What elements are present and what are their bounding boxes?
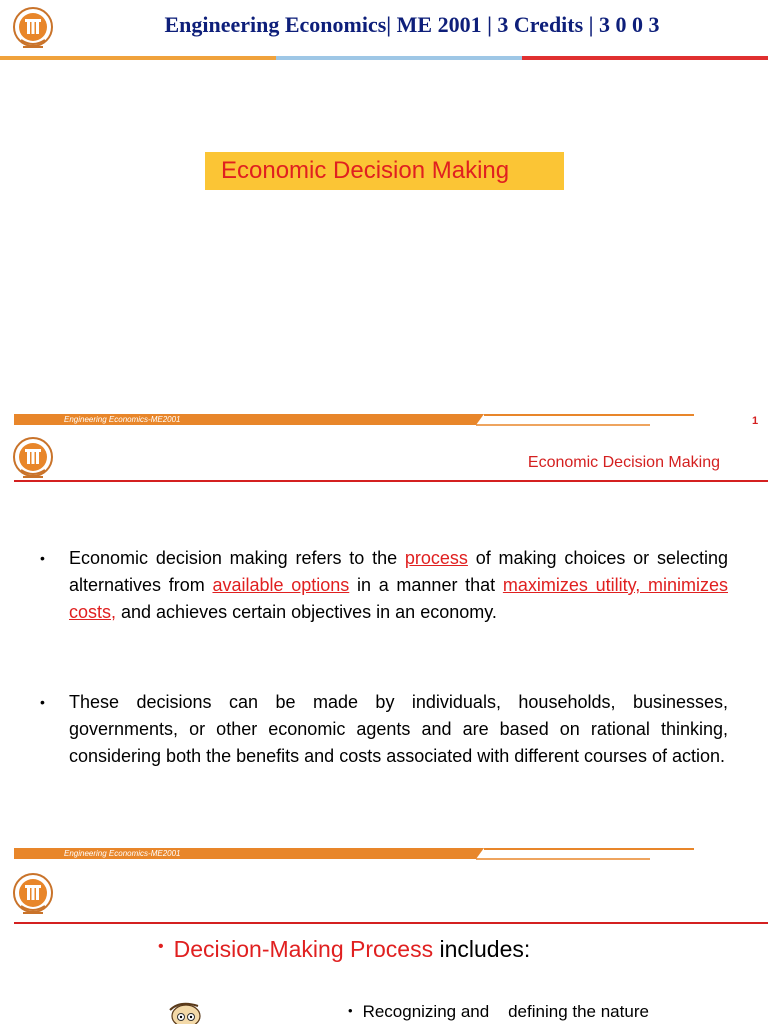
bullet-icon: • xyxy=(40,550,45,566)
slide-heading: • Decision-Making Process includes: xyxy=(158,936,531,962)
university-logo-icon xyxy=(10,872,56,918)
slide-2 xyxy=(0,432,768,864)
section-title: Economic Decision Making xyxy=(527,454,720,471)
footer-strip xyxy=(14,848,694,862)
bullet-icon: • xyxy=(40,694,45,710)
university-logo-icon xyxy=(10,6,56,52)
header-rule xyxy=(14,922,768,924)
university-logo-icon xyxy=(10,436,56,482)
bullet-text: Economic decision making refers to the process of making choices or selecting alternatives from available options in a manner that maximizes utility, minimizes costs, and achieves certain objectives in an economy. xyxy=(69,548,728,622)
footer-strip xyxy=(14,414,694,428)
bullet-icon: • xyxy=(158,938,164,955)
footer-label: Engineering Economics-ME2001 xyxy=(64,849,181,858)
highlight-available-options: available options xyxy=(212,575,350,595)
header-stripe-orange xyxy=(0,56,276,60)
page-number: 1 xyxy=(752,415,759,427)
slide-title: Economic Decision Making xyxy=(205,152,564,190)
slide-3 xyxy=(0,864,768,1024)
slide-1 xyxy=(0,0,768,432)
header-stripe-blue xyxy=(276,56,522,60)
footer-label: Engineering Economics-ME2001 xyxy=(64,415,181,424)
highlight-process: process xyxy=(404,548,468,568)
course-header-title: Engineering Economics| ME 2001 | 3 Credits | 3 0 0 3 xyxy=(164,12,660,37)
header-stripe-red xyxy=(522,56,768,60)
bullet-item xyxy=(40,689,728,770)
header-rule xyxy=(14,480,768,482)
bullet-item xyxy=(40,545,728,626)
bullet-icon: • xyxy=(348,1003,353,1018)
bullet-text: These decisions can be made by individuals, households, businesses, governments, or other economic agents and are based on rational thinking, considering both the benefits and costs associated with different courses of action. xyxy=(69,692,728,766)
highlight-utility-costs: maximizes utility, minimizes costs, xyxy=(69,575,728,622)
bullet-item: • Recognizing and defining the nature xyxy=(348,1002,649,1021)
cartoon-figure-icon xyxy=(140,1000,220,1024)
